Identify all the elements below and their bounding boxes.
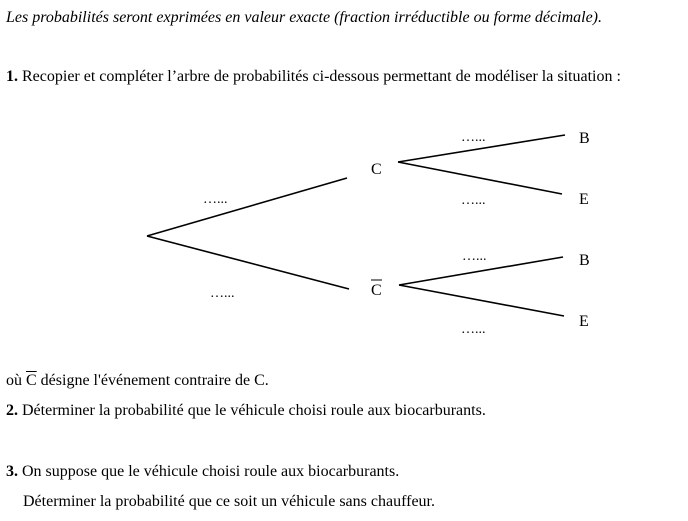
leaf-c-e: E <box>579 191 589 208</box>
leaf-cbar-e: E <box>579 313 589 330</box>
question-1-text: Recopier et compléter l’arbre de probabilités ci-dessous permettant de modéliser la situation : <box>18 68 621 85</box>
question-2 <box>6 401 486 421</box>
branch-c-e <box>398 162 562 194</box>
question-1-number: 1. <box>6 68 18 85</box>
prob-root-c: …... <box>203 192 228 207</box>
note-prefix: où <box>6 372 26 389</box>
question-3 <box>6 462 399 482</box>
question-2-text: Déterminer la probabilité que le véhicule choisi roule aux biocarburants. <box>18 402 486 419</box>
instructions-intro: Les probabilités seront exprimées en valeur exacte (fraction irréductible ou forme décimale). <box>6 9 602 26</box>
node-c-bar: C <box>371 282 382 299</box>
leaf-cbar-b: B <box>579 252 590 269</box>
question-2-number: 2. <box>6 402 18 419</box>
c-bar-symbol: $\overline{C}$ <box>26 372 37 389</box>
note-suffix: désigne l'événement contraire de C. <box>36 372 269 389</box>
question-3-number: 3. <box>6 463 18 480</box>
prob-cbar-e: …... <box>461 322 486 337</box>
prob-c-b: …... <box>461 130 486 145</box>
prob-c-e: …... <box>461 193 486 208</box>
node-c: C <box>371 161 382 178</box>
prob-cbar-b: …... <box>462 249 487 264</box>
question-3-line-2: Déterminer la probabilité que ce soit un véhicule sans chauffeur. <box>23 493 435 510</box>
question-3-text: On suppose que le véhicule choisi roule aux biocarburants. <box>18 463 400 480</box>
prob-root-cbar: …... <box>210 286 235 301</box>
branch-cbar-e <box>399 285 564 316</box>
leaf-c-b: B <box>579 130 590 147</box>
branch-root-c <box>147 178 347 236</box>
branch-root-cbar <box>147 236 349 289</box>
complement-note <box>6 371 269 391</box>
